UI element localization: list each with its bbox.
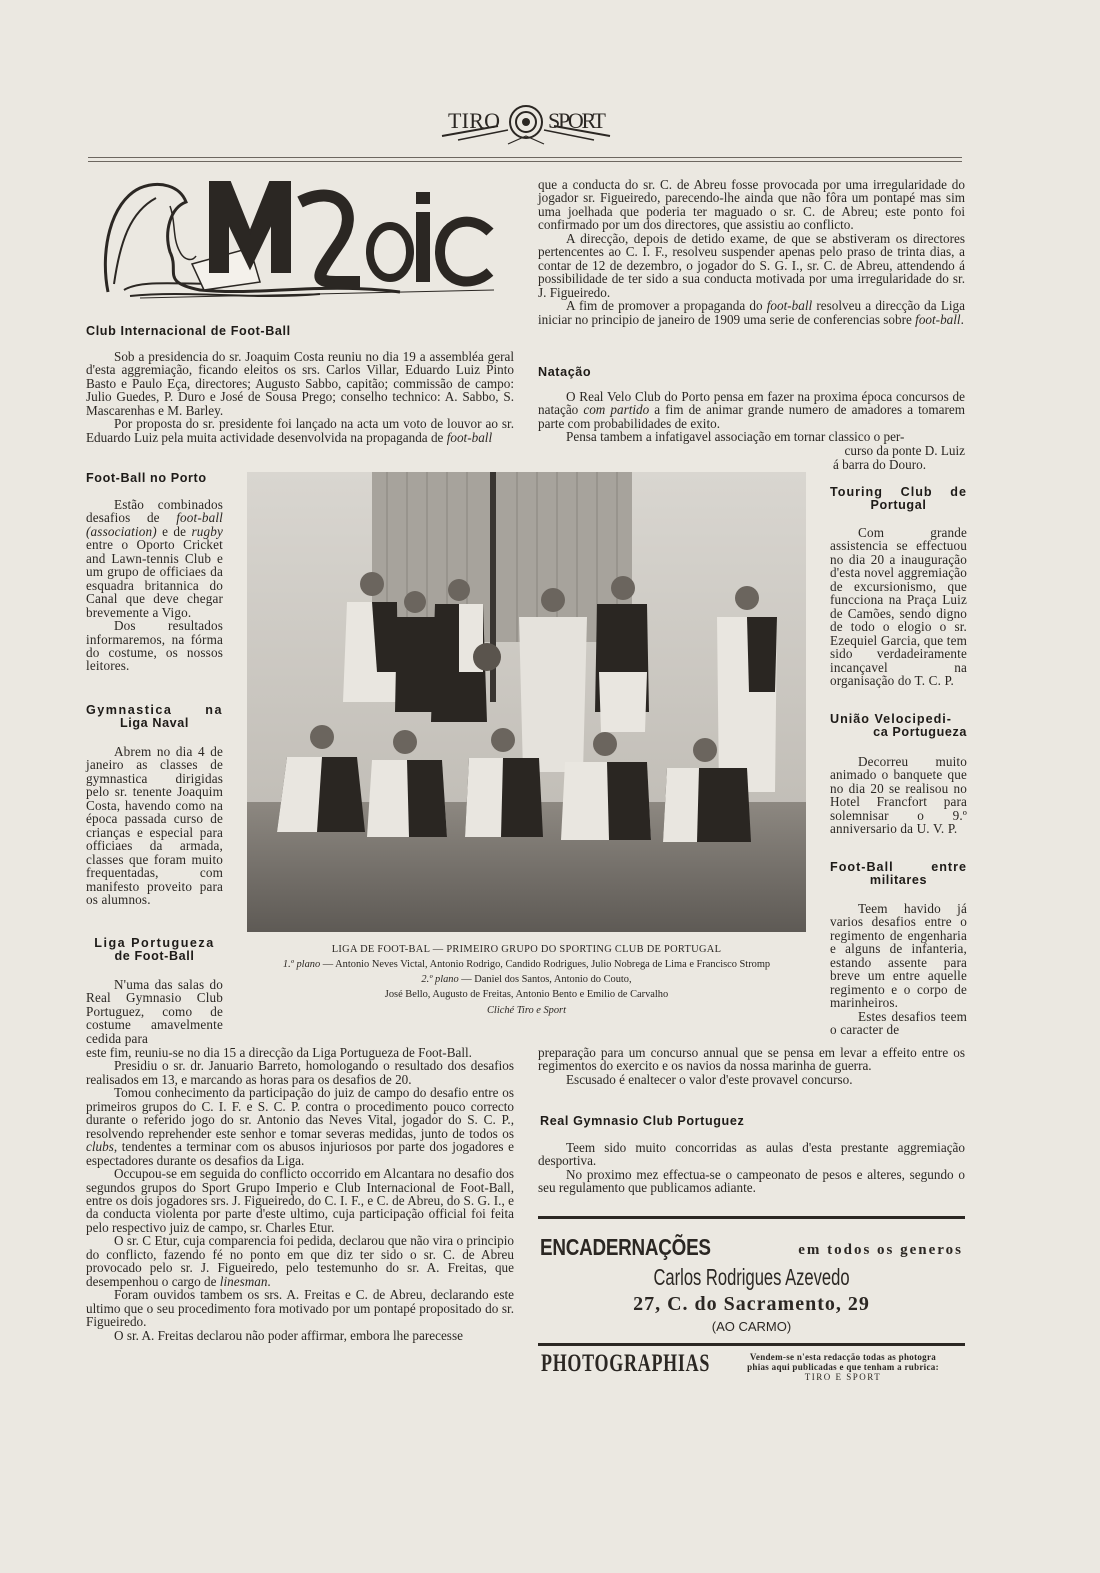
text-run: Decorreu muito animado o banquete que no dia 20 se realisou no Hotel Francfort para solemnisar o 9.º anniversario da U. V. P. bbox=[830, 754, 967, 837]
text-run: Abrem no dia 4 de janeiro as classes de gymnastica dirigidas pelo sr. tenente Joaquim Costa, havendo como na época passada curso de crianças e especial para officiaes da armada, classes que foram muito frequentadas, com manifesto proveito para os alumnos. bbox=[86, 744, 223, 907]
article-natacao bbox=[538, 390, 965, 444]
mozaico-logo bbox=[100, 172, 496, 306]
ad-photo-line2: phias aqui publicadas e que tenham a rubrica: bbox=[747, 1362, 939, 1372]
heading-real-gymnasio: Real Gymnasio Club Portuguez bbox=[540, 1114, 745, 1128]
paragraph bbox=[538, 178, 965, 232]
heading-football-porto: Foot-Ball no Porto bbox=[86, 471, 207, 485]
paragraph bbox=[86, 1329, 514, 1342]
svg-text:TIRO: TIRO bbox=[448, 108, 500, 133]
text-run: Estes desafios teem o caracter de bbox=[830, 1008, 967, 1038]
ad-rule-top bbox=[538, 1216, 965, 1219]
text-run: A direcção, depois de detido exame, de que se abstiveram os directores pertencentes ao C. I. F., resolveu suspender apenas pelo praso de trinta dias, a contar de 12 de dezembro, o jogador do S. G. I., sr. C. de Abreu, attendendo á possibilidade de ter sido a sua conducta motivada por uma irregularidade do sr. J. Figueiredo. bbox=[538, 230, 965, 300]
paragraph bbox=[830, 902, 967, 1010]
ad-binding-name: Carlos Rodrigues Azevedo bbox=[653, 1264, 850, 1290]
photo-title: LIGA DE FOOT-BAL — PRIMEIRO GRUPO DO SPORTING CLUB DE PORTUGAL bbox=[331, 944, 722, 955]
paragraph bbox=[86, 745, 223, 906]
text-run: Pensa tambem a infatigavel associação em tornar classico o per- bbox=[566, 429, 905, 445]
text-run: . bbox=[960, 311, 964, 327]
ad-binding-sub: em todos os generos bbox=[798, 1242, 963, 1258]
heading-natacao: Natação bbox=[538, 365, 592, 379]
article-uniao bbox=[830, 755, 967, 836]
article-militares-body bbox=[538, 1046, 965, 1086]
article-touring bbox=[830, 526, 967, 687]
heading-club-internacional: Club Internacional de Foot-Ball bbox=[86, 324, 291, 338]
text-run: e de bbox=[156, 523, 192, 539]
paragraph bbox=[538, 390, 965, 430]
paragraph bbox=[86, 417, 514, 444]
photo-line1-text: — Antonio Neves Victal, Antonio Rodrigo, Candido Rodrigues, Julio Nobrega de Lima e Francisco Stromp bbox=[320, 959, 771, 970]
paragraph bbox=[538, 232, 965, 299]
heading-uniao-2: ca Portugueza bbox=[873, 725, 967, 739]
ad-photo-line3: TIRO E SPORT bbox=[804, 1372, 882, 1382]
heading-gymnastica-1: Gymnastica na bbox=[86, 703, 223, 717]
ad-photo-title: PHOTOGRAPHIAS bbox=[541, 1350, 711, 1377]
article-football-porto bbox=[86, 498, 223, 673]
text-run: Estão combinados desafios de bbox=[86, 497, 223, 526]
text-run: . bbox=[267, 1273, 271, 1289]
ad-bookbinding bbox=[540, 1234, 965, 1266]
header-rule bbox=[88, 157, 962, 158]
paragraph bbox=[538, 430, 965, 443]
text-run: Foram ouvidos tambem os srs. A. Freitas e C. de Abreu, declarando este ultimo que o seu procedimento fora motivado por um pontapé propositado do sr. Figueiredo. bbox=[86, 1287, 514, 1330]
paragraph bbox=[86, 350, 514, 417]
article-gymnastica bbox=[86, 745, 223, 906]
italic-run: linesman bbox=[219, 1273, 268, 1289]
article-liga-portugueza-body bbox=[86, 1046, 514, 1342]
text-run: entre o Oporto Cricket and Lawn-tennis Club e um grupo de officiaes da esquadra britannica do Canal que deve chegar brevemente a Vigo. bbox=[86, 537, 223, 620]
heading-militares-1: Foot-Ball entre bbox=[830, 860, 967, 874]
text-run: No proximo mez effectua-se o campeonato de pesos e alteres, segundo o seu regulamento que publicamos adiante. bbox=[538, 1166, 965, 1196]
photo-line2-text: — Daniel dos Santos, Antonio do Couto, bbox=[458, 974, 632, 985]
paragraph bbox=[86, 1288, 514, 1328]
text-run: Por proposta do sr. presidente foi lançado na acta um voto de louvor ao sr. Eduardo Luiz pela muita actividade desenvolvida na propaganda de bbox=[86, 416, 514, 445]
paragraph bbox=[830, 526, 967, 687]
text-run: O Real Velo Club do Porto pensa em fazer na proxima época concursos de natação bbox=[538, 389, 965, 418]
paragraph bbox=[538, 1168, 965, 1195]
text-run: Sob a presidencia do sr. Joaquim Costa reuniu no dia 19 a assembléa geral d'esta aggremiação, ficando eleitos os srs. Carlos Villar, Eduardo Luiz Pinto Basto e Paulo Eça, directores; Augusto Sabbo, capitão; commissão de campo: Julio Guedes, P. Duro e José de Sousa Prego; conselho technico: A. Sabbo, S. Mascarenhas e M. Barley. bbox=[86, 349, 514, 418]
heading-uniao-1: União Velocipedi- bbox=[830, 712, 952, 726]
article-real-gymnasio bbox=[538, 1141, 965, 1195]
paragraph bbox=[86, 498, 223, 619]
italic-run: clubs bbox=[86, 1139, 114, 1155]
heading-touring-1: Touring Club de bbox=[830, 485, 967, 499]
paragraph bbox=[86, 1086, 514, 1167]
team-photo bbox=[247, 472, 806, 932]
text-run: A fim de promover a propaganda do bbox=[566, 298, 767, 314]
ad-binding-title: ENCADERNAÇÕES bbox=[540, 1234, 711, 1260]
italic-run: foot-ball (association) bbox=[86, 510, 223, 539]
text-run: N'uma das salas do Real Gymnasio Club Portuguez, como de costume amavelmente cedida para bbox=[86, 977, 223, 1046]
italic-run: rugby bbox=[191, 523, 223, 539]
heading-militares-2: militares bbox=[869, 873, 928, 887]
text-run: , tendentes a terminar com os abusos injuriosos por parte dos jogadores e espectadores durante os desafios da Liga. bbox=[86, 1139, 514, 1168]
text-run: O sr. A. Freitas declarou não poder affirmar, embora lhe parecesse bbox=[114, 1327, 463, 1343]
text-run: este fim, reuniu-se no dia 15 a direcção da Liga Portugueza de Foot-Ball. bbox=[86, 1045, 472, 1060]
italic-run: foot-ball bbox=[766, 298, 813, 314]
heading-liga-portugueza-2: de Foot-Ball bbox=[114, 949, 195, 963]
natacao-tail-2: á barra do Douro. bbox=[833, 457, 927, 472]
paragraph bbox=[86, 619, 223, 673]
photo-credit: Cliché Tiro e Sport bbox=[487, 1005, 566, 1016]
italic-run: foot-ball bbox=[915, 311, 961, 327]
paragraph bbox=[538, 299, 965, 326]
text-run: Presidiu o sr. dr. Januario Barreto, homologando o resultado dos desafios realisados em 13, e marcando as horas para os desafios de 20. bbox=[86, 1058, 514, 1087]
paragraph bbox=[86, 1046, 514, 1059]
header-rule-2 bbox=[88, 161, 962, 162]
photo-line2-label: 2.º plano bbox=[421, 974, 459, 985]
text-run: O sr. C Etur, cuja comparencia foi pedida, declarou que não vira o principio do conflicto, fazendo fé no ponto em que diz ter sido o sr. C. de Abreu provocado pelo sr. J. Figueiredo, pelo testemunho do sr. A. Freitas, que desempenhou o cargo de bbox=[86, 1233, 514, 1289]
heading-liga-portugueza-1: Liga Portugueza bbox=[94, 936, 215, 950]
italic-run: com partido bbox=[583, 402, 650, 418]
article-liga-portugueza-continued bbox=[538, 178, 965, 326]
text-run: Com grande assistencia se effectuou no dia 20 a inauguração d'esta novel aggremiação de excursionismo, que funcciona na Praça Luiz de Camões, sendo digno de todo o elogio o sr. Ezequiel Garcia, que tem sido verdadeiramente incançavel na organisação do T. C. P. bbox=[830, 525, 967, 688]
ad-photo-text bbox=[718, 1352, 968, 1382]
paragraph bbox=[86, 1234, 514, 1288]
italic-run: foot-ball bbox=[446, 429, 493, 445]
text-run: resolveu a direcção da Liga iniciar no principio de janeiro de 1909 uma serie de conferencias sobre bbox=[538, 298, 965, 327]
ad-rule-middle bbox=[538, 1343, 965, 1346]
paragraph bbox=[86, 1167, 514, 1234]
ad-binding-address: 27, C. do Sacramento, 29 bbox=[633, 1293, 870, 1315]
article-club-internacional bbox=[86, 350, 514, 444]
text-run: a fim de animar grande numero de amadores a tomarem parte com probabilidades de exito. bbox=[538, 402, 965, 431]
natacao-tail-1: curso da ponte D. Luiz bbox=[844, 443, 965, 458]
photo-line3-text: José Bello, Augusto de Freitas, Antonio Bento e Emilio de Carvalho bbox=[384, 989, 669, 1000]
text-run: preparação para um concurso annual que se pensa em levar a effeito entre os regimentos do exercito e os navios da nossa marinha de guerra. bbox=[538, 1045, 965, 1074]
svg-text:SPORT: SPORT bbox=[548, 108, 606, 133]
text-run: Escusado é enaltecer o valor d'este provavel concurso. bbox=[566, 1071, 853, 1087]
text-run: Occupou-se em seguida do conflicto occorrido em Alcantara no desafio dos segundos grupos do Sport Grupo Imperio e Club Internacional de Foot-Ball, entre os dois jogadores srs. J. Figueiredo, do C. I. F., e C. de Abreu, do S. G. I., e da conducta violenta por parte d'este ultimo, cuja participação official foi feita pelo respectivo juiz de campo, sr. Charles Etur. bbox=[86, 1166, 514, 1235]
masthead-logo bbox=[438, 100, 614, 148]
text-run: Teem sido muito concorridas as aulas d'esta prestante aggremiação desportiva. bbox=[538, 1140, 965, 1169]
heading-touring-2: Portugal bbox=[870, 498, 927, 512]
ad-binding-area: (AO CARMO) bbox=[711, 1319, 792, 1334]
text-run: Teem havido já varios desafios entre o regimento de engenharia e alguns de infanteria, estando assente para breve um entre aquelle regimento e o corpo de marinheiros. bbox=[830, 901, 967, 1011]
ad-photo-line1: Vendem-se n'esta redacção todas as photogra bbox=[749, 1352, 937, 1362]
paragraph bbox=[86, 1059, 514, 1086]
heading-gymnastica-2: Liga Naval bbox=[120, 716, 189, 730]
text-run: Dos resultados informaremos, na fórma do costume, os nossos leitores. bbox=[86, 618, 223, 674]
article-liga-portugueza-start bbox=[86, 978, 223, 1045]
text-run: Tomou conhecimento da participação do juiz de campo do desafio entre os primeiros grupos do C. I. F. e S. C. P. contra o procedimento pouco correcto durante o referido jogo do sr. Antonio das Neves Vital, jogador do S. C. P., resolvendo reprehender este senhor e tomar severas medidas, junto de todos os bbox=[86, 1085, 514, 1141]
paragraph bbox=[538, 1046, 965, 1073]
paragraph bbox=[830, 1010, 967, 1037]
paragraph bbox=[830, 755, 967, 836]
paragraph bbox=[538, 1141, 965, 1168]
paragraph bbox=[538, 1073, 965, 1086]
paragraph bbox=[86, 978, 223, 1045]
text-run: que a conducta do sr. C. de Abreu fosse provocada por uma irregularidade do jogador sr. Figueiredo, parecendo-lhe ainda que não fôra um pontapé mas sim uma joelhada que poderia ter maguado o sr. C. de Abreu; este ponto foi confirmado por um dos directores, que assistiu ao conflicto. bbox=[538, 177, 965, 233]
photo-caption bbox=[247, 942, 806, 1018]
article-militares-start bbox=[830, 902, 967, 1037]
photo-line1-label: 1.º plano bbox=[282, 959, 321, 970]
